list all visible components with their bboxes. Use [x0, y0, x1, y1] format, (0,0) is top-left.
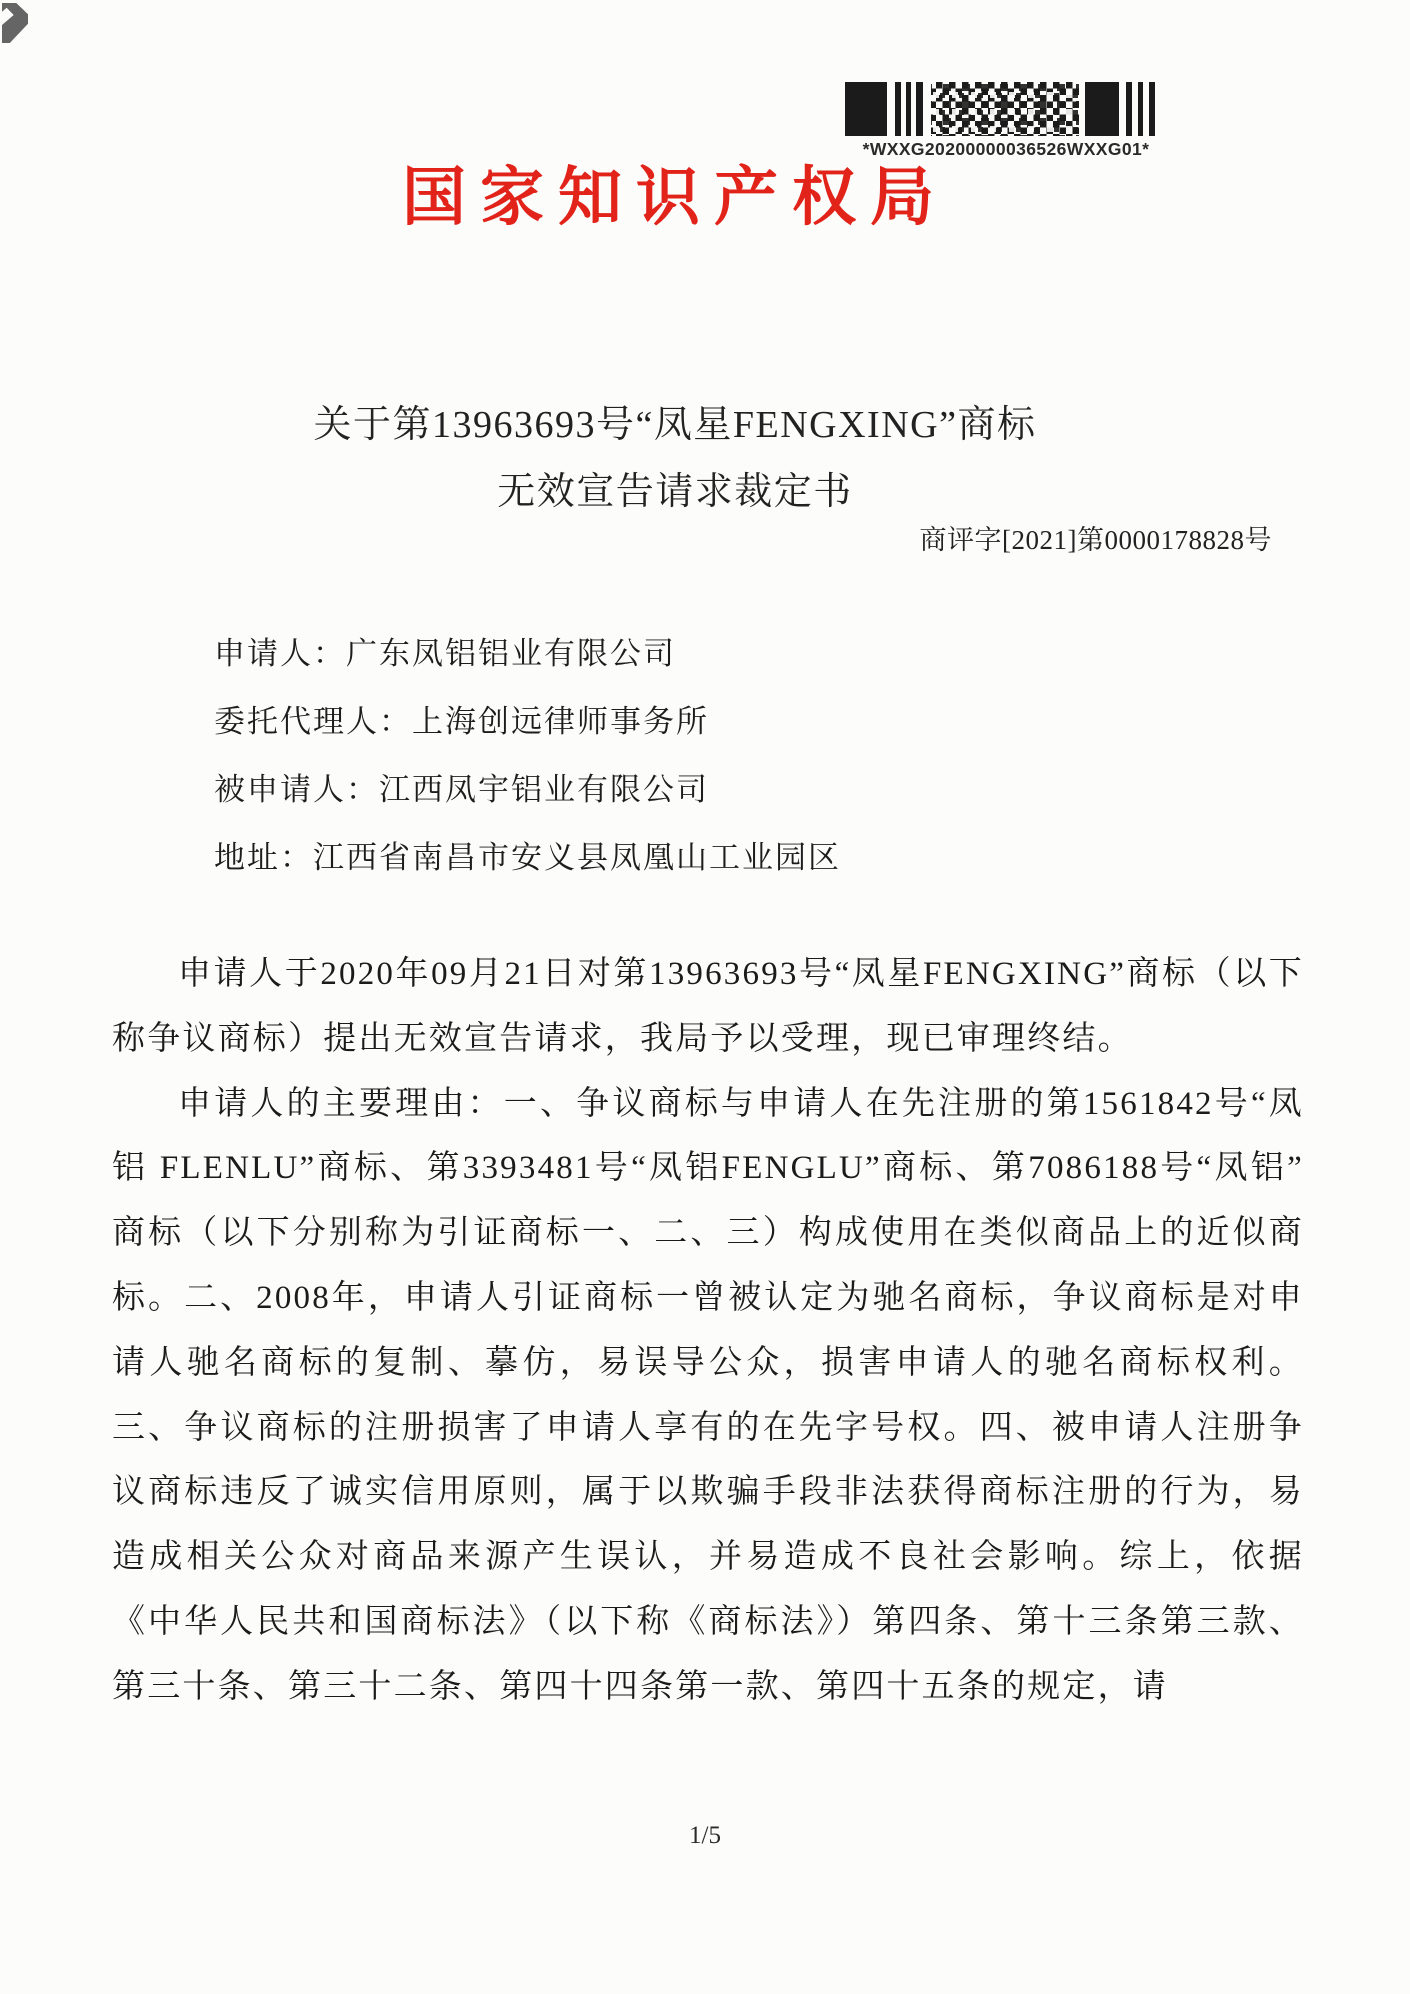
document-title — [80, 392, 1270, 526]
scan-artifact-mark — [2, 3, 28, 43]
barcode-block — [845, 82, 1167, 160]
barcode-image — [845, 82, 1167, 136]
body-text — [112, 942, 1304, 1720]
party-line-address: 地址：江西省南昌市安义县凤凰山工业园区 — [214, 840, 841, 875]
party-line-applicant: 申请人：广东凤铝铝业有限公司 — [214, 636, 676, 671]
party-line-agent: 委托代理人：上海创远律师事务所 — [214, 704, 709, 739]
parties-block — [214, 620, 841, 892]
body-paragraph-1: 申请人于2020年09月21日对第13963693号“凤星FENGXING”商标（以下称争议商标）提出无效宣告请求，我局予以受理，现已审理终结。 — [112, 956, 1304, 1057]
page-number: 1/5 — [689, 1822, 721, 1849]
body-paragraph-2: 申请人的主要理由：一、争议商标与申请人在先注册的第1561842号“凤铝 FLENLU”商标、第3393481号“凤铝FENGLU”商标、第7086188号“凤铝”商标（以下分别称为引证商标一、二、三）构成使用在类似商品上的近似商标。二、2008年，申请人引证商标一曾被认定为驰名商标，争议商标是对申请人驰名商标的复制、摹仿，易误导公众，损害申请人的驰名商标权利。三、争议商标的注册损害了申请人享有的在先字号权。四、被申请人注册争议商标违反了诚实信用原则，属于以欺骗手段非法获得商标注册的行为，易造成相关公众对商品来源产生误认，并易造成不良社会影响。综上，依据《中华人民共和国商标法》（以下称《商标法》）第四条、第十三条第三款、第三十条、第三十二条、第四十四条第一款、第四十五条的规定，请 — [112, 1085, 1304, 1705]
document-title-line1: 关于第13963693号“凤星FENGXING”商标 — [313, 404, 1037, 446]
barcode-text: *WXXG20200000036526WXXG01* — [862, 139, 1150, 159]
document-number: 商评字[2021]第0000178828号 — [919, 525, 1272, 555]
document-title-line2: 无效宣告请求裁定书 — [497, 471, 853, 513]
party-line-respondent: 被申请人：江西凤宇铝业有限公司 — [214, 772, 709, 807]
agency-title: 国家知识产权局 — [402, 161, 948, 233]
